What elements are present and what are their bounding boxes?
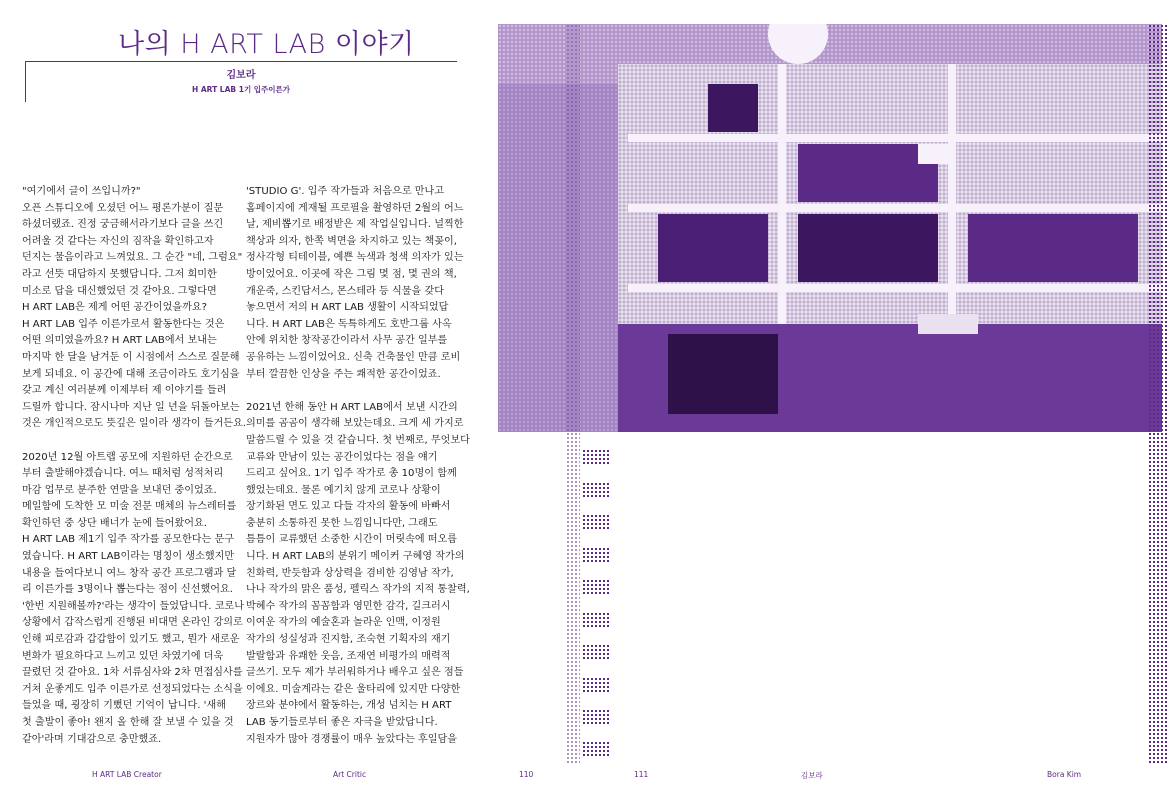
text-line: 했었는데요. 물론 예기치 않게 코로나 상황이 [246,484,441,496]
text-line: 작가의 성실성과 진지함, 조숙현 기획자의 재기 [246,634,451,646]
title-rule [25,61,457,62]
text-line: 장르와 분야에서 활동하는, 개성 넘치는 H ART [246,700,452,712]
text-line: 지원자가 많아 경쟁률이 매우 높았다는 후일담을 [246,733,458,745]
text-line: 오픈 스튜디오에 오셨던 어느 평론가분이 질문 [22,202,224,214]
text-line [22,433,242,450]
text-line: 드릴까 합니다. 잠시나마 지난 일 년을 뒤돌아보는 [22,401,240,413]
text-line: 놓으면서 저의 H ART LAB 생활이 시작되었답 [246,302,449,314]
author-name: 김보라 [226,70,256,81]
bookshelf-photo [498,24,1162,432]
text-line: 끌렸던 것 같아요. 1차 서류심사와 2차 면접심사를 [22,667,243,679]
text-line: "여기에서 글이 쓰입니까?" [22,186,141,197]
text-line: 틈틈이 교류했던 소중한 시간이 머릿속에 떠오릅 [246,534,458,546]
page-number-right: 111 [634,770,649,779]
text-line: 'STUDIO G'. 입주 작가들과 처음으로 만나고 [246,186,445,197]
text-line: 보게 되네요. 이 공간에 대해 조금이라도 호기심을 [22,368,240,380]
text-line: 갖고 계신 여러분께 이제부터 제 이야기를 들려 [22,385,227,397]
text-line: 장기화된 면도 있고 다들 각자의 활동에 바빠서 [246,501,451,513]
text-line: 방이었어요. 이곳에 작은 그림 몇 점, 몇 권의 책, [246,268,457,280]
text-line: 박혜수 작가의 꼼꼼함과 영민한 감각, 길크러시 [246,600,451,612]
text-line: 어떤 의미였을까요? H ART LAB에서 보내는 [22,335,217,347]
text-line: 충분히 소통하진 못한 느낌입니다만, 그래도 [246,517,438,529]
text-line: 마지막 한 달을 남겨둔 이 시점에서 스스로 질문해 [22,351,240,363]
text-line: 인해 피로감과 갑갑함이 있기도 했고, 뭔가 새로운 [22,634,240,646]
text-line: 친화력, 반듯함과 상상력을 겸비한 김영남 작가, [246,567,454,579]
halftone-dot-block [582,547,610,564]
text-line: 들었을 때, 굉장히 기뻤던 기억이 납니다. '새해 [22,700,226,712]
text-line: 였습니다. H ART LAB이라는 명칭이 생소했지만 [22,551,235,563]
halftone-dot-block [582,449,610,466]
text-line: 니다. H ART LAB의 분위기 메이커 구혜영 작가의 [246,551,465,563]
text-line: 말씀드릴 수 있을 것 같습니다. 첫 번째로, 무엇보다 [246,434,470,446]
halftone-dot-block [582,741,610,758]
text-line: 이여운 작가의 예술혼과 놀라운 인맥, 이정원 [246,617,441,629]
page-number-left: 110 [519,770,534,779]
text-line: 드리고 싶어요. 1기 입주 작가로 총 10명이 함께 [246,468,457,480]
text-line: 의미를 곰곰이 생각해 보았는데요. 크게 세 가지로 [246,418,464,430]
text-line: 미소로 답을 대신했었던 것 같아요. 그렇다면 [22,285,217,297]
text-line: 마감 업무로 분주한 연말을 보내던 중이었죠. [22,484,217,496]
text-line: 하셨더랬죠. 진정 궁금해서라기보다 글을 쓰긴 [22,219,224,231]
text-line: 확인하던 중 상단 배너가 눈에 들어왔어요. [22,517,208,529]
halftone-dot-block [582,709,610,726]
halftone-edge-strip [1148,24,1167,764]
page-title: 나의 H ART LAB 이야기 [118,29,415,60]
halftone-dot-block [582,579,610,596]
text-line: 홈페이지에 게재될 프로필을 촬영하던 2월의 어느 [246,202,464,214]
text-line: 공유하는 느낌이었어요. 신축 건축물인 만큼 로비 [246,351,461,363]
text-line: 안에 위치한 창작공간이라서 사무 공간 일부를 [246,335,448,347]
text-line: 상황에서 갑작스럽게 진행된 비대면 온라인 강의로 [22,617,243,629]
text-line [246,383,468,400]
text-line: 정사각형 티테이블, 예쁜 녹색과 청색 의자가 있는 [246,252,464,264]
footer-left-label: H ART LAB Creator [92,770,162,779]
text-line: 메일함에 도착한 모 미술 전문 매체의 뉴스레터를 [22,501,237,513]
text-line: 날, 제비뽑기로 배정받은 제 작업실입니다. 널찍한 [246,219,464,231]
halftone-dot-block [582,482,610,499]
text-line: 2021년 한해 동안 H ART LAB에서 보낸 시간의 [246,401,458,413]
halftone-dot-block [582,612,610,629]
text-line: H ART LAB 입주 이른가로서 활동한다는 것은 [22,318,225,330]
text-line: 나나 작가의 맑은 품성, 펠릭스 작가의 지적 통찰력, [246,584,470,596]
text-line: H ART LAB은 제게 어떤 공간이었을까요? [22,302,208,314]
halftone-dot-block [582,644,610,661]
text-line: 것은 개인적으로도 뜻깊은 일이라 생각이 들거든요. [22,418,247,430]
text-line: 리 이른가를 3명이나 뽑는다는 점이 신선했어요. [22,584,233,596]
halftone-edge-strip-left [566,24,580,764]
text-line: 글쓰기. 모두 제가 부러워하거나 배우고 싶은 점들 [246,667,464,679]
text-line: 어려울 것 같다는 자신의 짐작을 확인하고자 [22,235,214,247]
footer-author-en: Bora Kim [1047,770,1082,779]
text-column-1 [22,184,247,748]
footer-left-section: Art Critic [333,770,367,779]
text-line: 내용을 들여다보니 여느 창작 공간 프로그램과 달 [22,567,237,579]
text-line: LAB 동기들로부터 좋은 자극을 받았답니다. [246,717,438,728]
text-line: 첫 출발이 좋아! 왠지 올 한해 잘 보낼 수 있을 것 [22,717,234,728]
text-line: 라고 선뜻 대답하지 못했답니다. 그저 희미한 [22,268,217,280]
halftone-dot-block [582,514,610,531]
text-line: 니다. H ART LAB은 독특하게도 호반그룹 사옥 [246,318,452,330]
text-line: 같아'라며 기대감으로 충만했죠. [22,733,162,745]
footer-author-kr: 김보라 [801,771,823,780]
text-line: 책상과 의자, 한쪽 벽면을 차지하고 있는 책꽂이, [246,235,457,247]
text-line: 부터 깔끔한 인상을 주는 쾌적한 공간이었죠. [246,368,441,380]
halftone-dot-block [582,677,610,694]
text-line: 던지는 물음이라고 느껴었요. 그 순간 "네, 그럼요" [22,252,243,264]
text-line: 이에요. 미술계라는 같은 울타리에 있지만 다양한 [246,683,461,695]
text-line: 교류와 만남이 있는 공간이었다는 점을 얘기 [246,451,438,463]
text-line: 개운죽, 스킨답서스, 몬스테라 등 식물을 갖다 [246,285,444,297]
text-line: '한번 지원해볼까?'라는 생각이 들었답니다. 코로나 [22,600,244,612]
text-line: 부터 출발해야겠습니다. 여느 때처럼 성적처리 [22,468,224,480]
text-line: 발랄함과 유쾌한 웃음, 조재연 비평가의 매력적 [246,650,451,662]
text-line: H ART LAB 제1기 입주 작가를 공모한다는 문구 [22,534,235,546]
bookshelf-photo-icon [498,24,1162,432]
text-line: 변화가 필요하다고 느끼고 있던 차였기에 더욱 [22,650,224,662]
author-role: H ART LAB 1기 입주이른가 [191,85,291,94]
text-column-2 [246,184,468,748]
text-line: 2020년 12월 아트랩 공모에 지원하던 순간으로 [22,451,233,463]
text-line: 거쳐 운좋게도 입주 이른가로 선정되었다는 소식을 [22,683,243,695]
